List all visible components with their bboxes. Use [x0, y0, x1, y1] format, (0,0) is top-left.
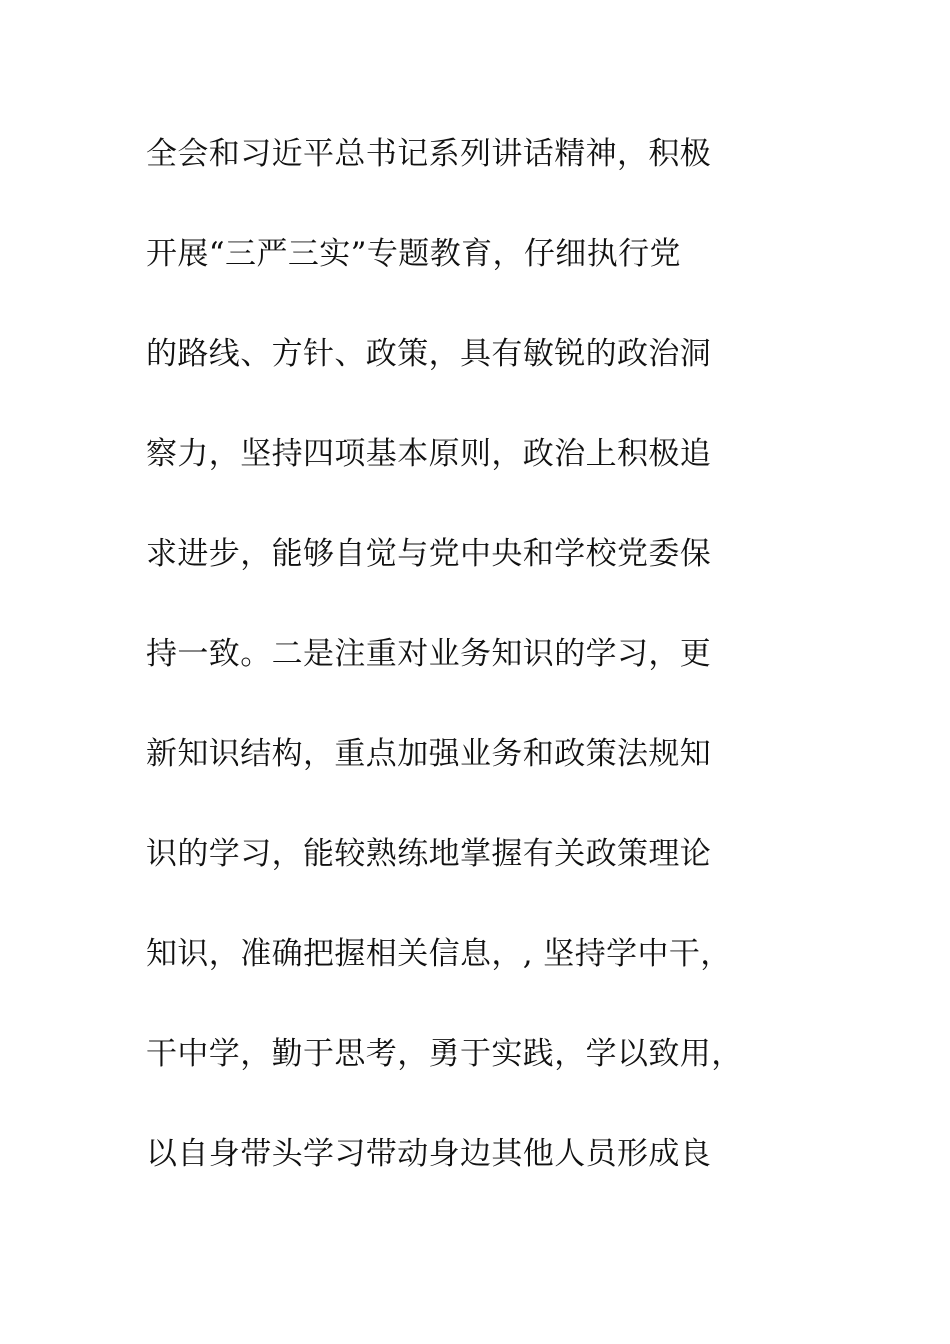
text-line: 识的学习，能较熟练地掌握有关政策理论 [146, 836, 712, 872]
text-line: 知识，准确把握相关信息，, 坚持学中干， [146, 936, 732, 972]
body-text [146, 122, 806, 1222]
text-line: 新知识结构，重点加强业务和政策法规知 [146, 736, 712, 772]
text-line: 求进步，能够自觉与党中央和学校党委保 [146, 536, 712, 572]
text-line: 开展“三严三实”专题教育，仔细执行党 [146, 236, 681, 272]
text-line: 以自身带头学习带动身边其他人员形成良 [146, 1136, 712, 1172]
text-line: 持一致。二是注重对业务知识的学习，更 [146, 636, 712, 672]
text-line: 干中学，勤于思考，勇于实践，学以致用， [146, 1036, 743, 1072]
text-line: 全会和习近平总书记系列讲话精神，积极 [146, 136, 712, 172]
text-line: 察力，坚持四项基本原则，政治上积极追 [146, 436, 712, 472]
text-line: 的路线、方针、政策，具有敏锐的政治洞 [146, 336, 712, 372]
